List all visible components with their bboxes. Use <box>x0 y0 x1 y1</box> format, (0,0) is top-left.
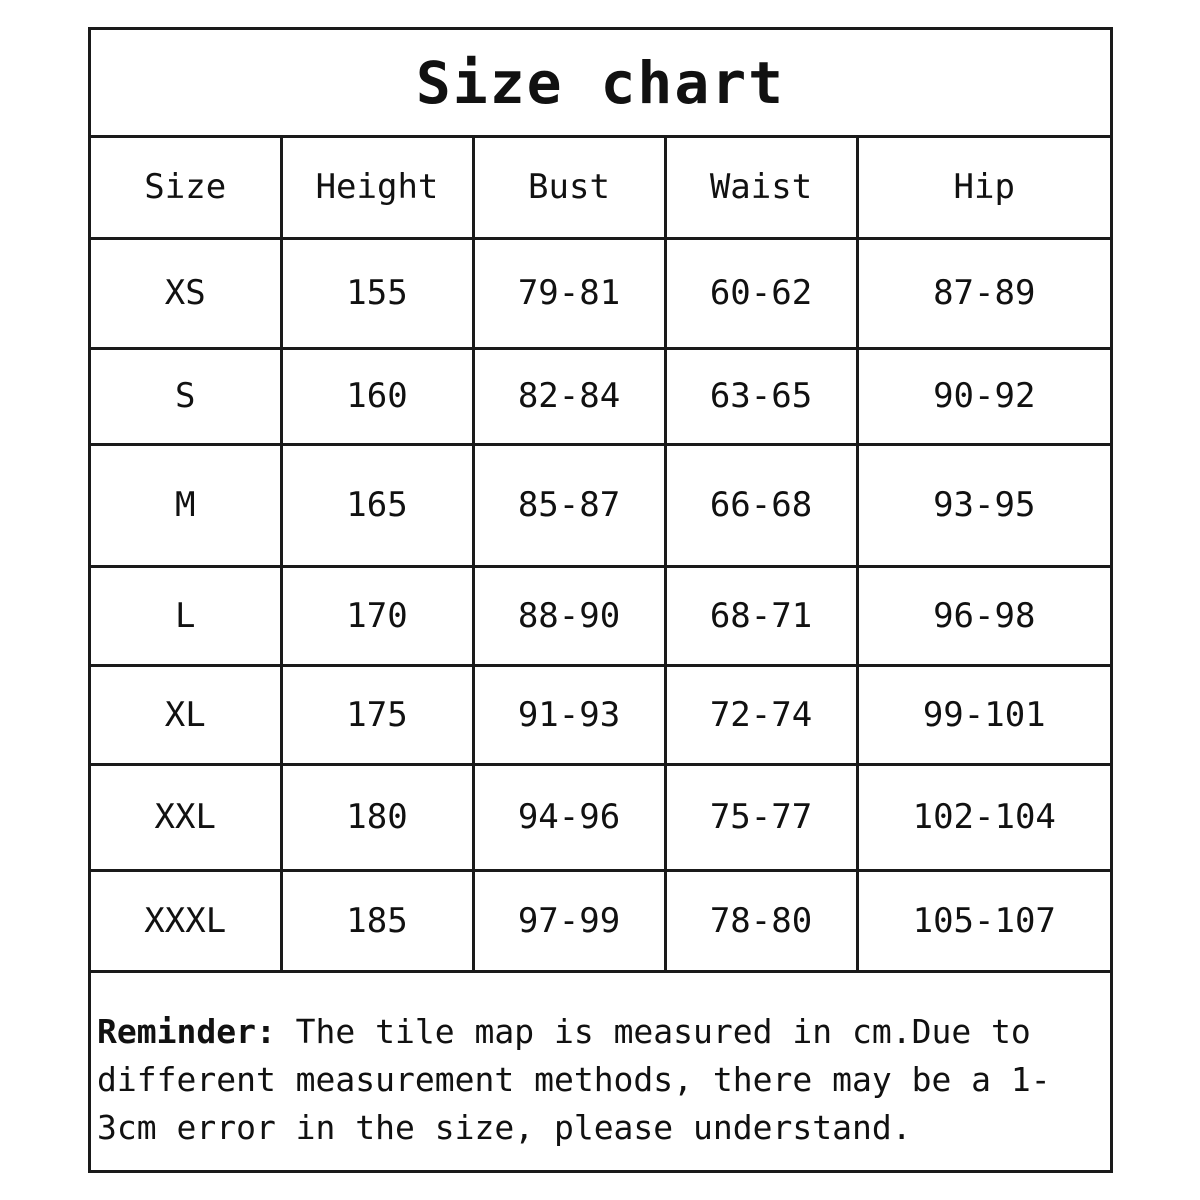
header-size: Size <box>91 138 281 238</box>
cell-hip: 102-104 <box>857 764 1110 870</box>
cell-hip: 99-101 <box>857 665 1110 764</box>
cell-height: 185 <box>281 870 473 971</box>
cell-hip: 93-95 <box>857 444 1110 566</box>
reminder-text: The tile map is measured in cm.Due to different measurement methods, there may be a 1-3cm error in the size, please understand. <box>97 1012 1051 1147</box>
cell-bust: 79-81 <box>473 238 665 348</box>
cell-bust: 88-90 <box>473 566 665 665</box>
cell-waist: 66-68 <box>665 444 857 566</box>
cell-hip: 87-89 <box>857 238 1110 348</box>
cell-size: S <box>91 348 281 444</box>
header-height: Height <box>281 138 473 238</box>
header-row <box>91 138 1110 238</box>
cell-waist: 68-71 <box>665 566 857 665</box>
cell-waist: 75-77 <box>665 764 857 870</box>
cell-size: L <box>91 566 281 665</box>
cell-size: XXXL <box>91 870 281 971</box>
header-bust: Bust <box>473 138 665 238</box>
table-row <box>91 665 1110 764</box>
cell-height: 170 <box>281 566 473 665</box>
cell-size: XS <box>91 238 281 348</box>
cell-waist: 60-62 <box>665 238 857 348</box>
header-hip: Hip <box>857 138 1110 238</box>
cell-size: M <box>91 444 281 566</box>
title-row <box>91 30 1110 138</box>
cell-bust: 91-93 <box>473 665 665 764</box>
cell-height: 175 <box>281 665 473 764</box>
cell-waist: 78-80 <box>665 870 857 971</box>
cell-bust: 85-87 <box>473 444 665 566</box>
table-row <box>91 870 1110 971</box>
cell-waist: 63-65 <box>665 348 857 444</box>
cell-height: 160 <box>281 348 473 444</box>
cell-height: 155 <box>281 238 473 348</box>
cell-waist: 72-74 <box>665 665 857 764</box>
size-table <box>91 138 1110 973</box>
size-chart-frame <box>88 27 1113 1173</box>
reminder-note <box>97 1008 1102 1152</box>
table-row <box>91 566 1110 665</box>
cell-size: XL <box>91 665 281 764</box>
reminder-label: Reminder: <box>97 1012 276 1051</box>
header-waist: Waist <box>665 138 857 238</box>
cell-hip: 96-98 <box>857 566 1110 665</box>
table-row <box>91 348 1110 444</box>
table-row <box>91 764 1110 870</box>
cell-height: 180 <box>281 764 473 870</box>
cell-hip: 105-107 <box>857 870 1110 971</box>
cell-bust: 94-96 <box>473 764 665 870</box>
cell-bust: 97-99 <box>473 870 665 971</box>
table-row <box>91 238 1110 348</box>
table-row <box>91 444 1110 566</box>
chart-title: Size chart <box>415 48 786 117</box>
cell-hip: 90-92 <box>857 348 1110 444</box>
cell-height: 165 <box>281 444 473 566</box>
cell-size: XXL <box>91 764 281 870</box>
cell-bust: 82-84 <box>473 348 665 444</box>
